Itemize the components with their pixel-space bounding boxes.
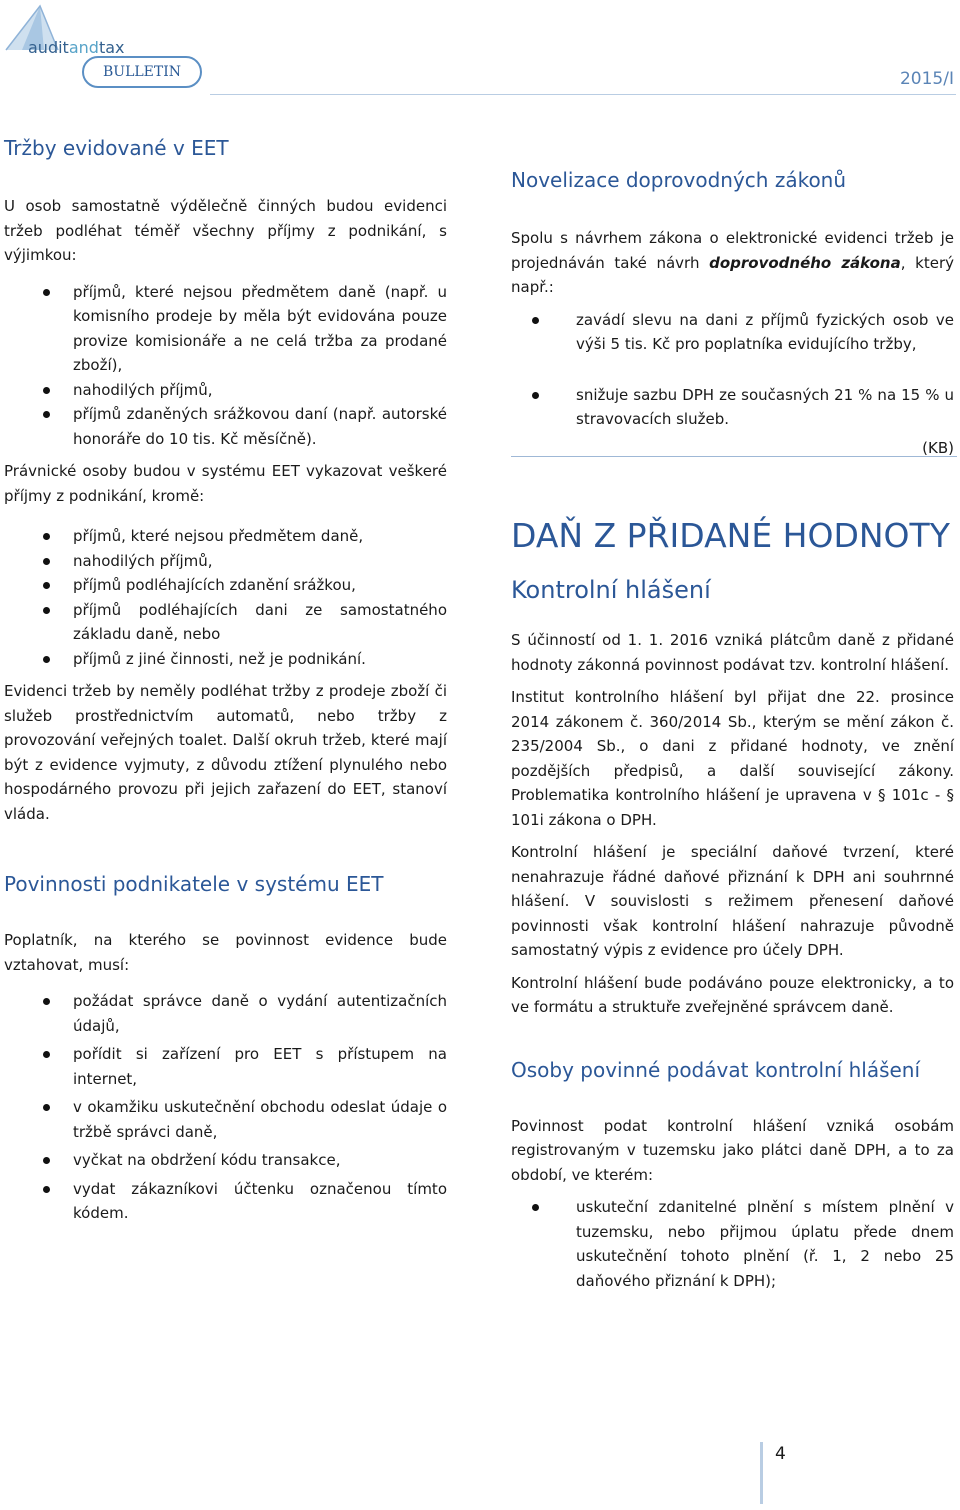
issue-label: 2015/I [899, 69, 954, 89]
right-column [511, 166, 954, 1293]
paragraph: Povinnost podat kontrolní hlášení vzniká osobám registrovaným v tuzemsku jako plátci daně DPH, a to za období, ve kterém: [511, 1116, 954, 1184]
paragraph: Evidenci tržeb by neměly podléhat tržby z prodeje zboží či služeb prostřednictvím automatů, nebo tržby z provozování veřejných toalet. Další okruh tržeb, které mají být z evidence vyjmuty, z důvodu ztížení plynulého nebo hospodárného provozu při jejich zařazení do EET, stanoví vláda. [4, 682, 447, 823]
list-item: pořídit si zařízení pro EET s přístupem na internet, [4, 1042, 447, 1091]
list-item: nahodilých příjmů, [4, 549, 447, 574]
section-divider [511, 456, 957, 457]
bullet-icon [532, 392, 539, 399]
paragraph: Institut kontrolního hlášení byl přijat dne 22. prosince 2014 zákonem č. 360/2014 Sb., kterým se mění zákon č. 235/2004 Sb., o dani z přidané hodnoty, ve znění pozdějších předpisů, a další související zákony. Problematika kontrolního hlášení je upravena v § 101c - § 101i zákona o DPH. [511, 688, 954, 829]
bullet-icon [532, 1204, 539, 1211]
logo-wordmark: auditandtax [28, 38, 125, 57]
bullet-icon [43, 411, 50, 418]
paragraph: Poplatník, na kterého se povinnost evidence bude vztahovat, musí: [4, 931, 447, 974]
section-title-obliged-persons: Osoby povinné podávat kontrolní hlášení [511, 1057, 921, 1082]
bullet-icon [43, 1051, 50, 1058]
paragraph: Spolu s návrhem zákona o elektronické evidenci tržeb je projednáván také návrh doprovodného zákona, který např.: [511, 229, 954, 296]
header-divider [210, 94, 956, 95]
page-number: 4 [775, 1444, 786, 1464]
section-title-eet-revenue: Tržby evidované v EET [4, 136, 229, 160]
emphasis-text: doprovodného zákona [709, 253, 901, 272]
list-item: příjmů, které nejsou předmětem daně (např. u komisního prodeje by měla být evidována pouze provize komisionáře a ne celá tržba za prodané zboží), [4, 280, 447, 378]
bullet-icon [43, 558, 50, 565]
bullet-icon [43, 1186, 50, 1193]
list-item: vyčkat na obdržení kódu transakce, [4, 1148, 447, 1173]
list-item: příjmů z jiné činnosti, než je podnikání. [4, 647, 447, 672]
paragraph: Kontrolní hlášení bude podáváno pouze elektronicky, a to ve formátu a struktuře zveřejněné správcem daně. [511, 973, 954, 1016]
bullet-icon [43, 607, 50, 614]
list-item: požádat správce daně o vydání autentizačních údajů, [4, 989, 447, 1038]
bullet-icon [43, 1157, 50, 1164]
bullet-icon [43, 289, 50, 296]
exclusion-list-legal-entities [4, 524, 447, 671]
list-item: nahodilých příjmů, [4, 378, 447, 403]
bullet-icon [43, 582, 50, 589]
obligations-list [4, 989, 447, 1226]
paragraph: U osob samostatně výdělečně činných budou evidenci tržeb podléhat téměř všechny příjmy z podnikání, s výjimkou: [4, 197, 447, 264]
section-title-obligations: Povinnosti podnikatele v systému EET [4, 872, 384, 896]
page-number-bar [760, 1442, 763, 1504]
list-item: příjmů, které nejsou předmětem daně, [4, 524, 447, 549]
list-item: zavádí slevu na dani z příjmů fyzických osob ve výši 5 tis. Kč pro poplatníka evidujícího tržby, [511, 308, 954, 357]
bullet-icon [43, 998, 50, 1005]
bullet-icon [43, 656, 50, 663]
bullet-icon [532, 317, 539, 324]
list-item: příjmů zdaněných srážkovou daní (např. autorské honoráře do 10 tis. Kč měsíčně). [4, 402, 447, 451]
left-column [4, 134, 447, 1226]
section-title-control-statement: Kontrolní hlášení [511, 576, 711, 604]
obliged-conditions-list [511, 1195, 954, 1293]
list-item: vydat zákazníkovi účtenku označenou tímto kódem. [4, 1177, 447, 1226]
bullet-icon [43, 387, 50, 394]
list-item: uskuteční zdanitelné plnění s místem plnění v tuzemsku, nebo přijmou úplatu přede dnem uskutečnění tohoto plnění (ř. 1, 2 nebo 25 daňového přiznání k DPH); [511, 1195, 954, 1293]
list-item: snižuje sazbu DPH ze současných 21 % na 15 % u stravovacích služeb. [511, 383, 954, 432]
bulletin-badge: BULLETIN [82, 56, 202, 88]
paragraph: Kontrolní hlášení je speciální daňové tvrzení, které nenahrazuje řádné daňové přiznání k DPH ani souhrnné hlášení. V souvislosti s režimem přenesení daňové povinnosti však kontrolní hlášení nahrazuje původně samostatný výpis z evidence pro účely DPH. [511, 843, 954, 959]
paragraph: Právnické osoby budou v systému EET vykazovat veškeré příjmy z podnikání, kromě: [4, 462, 447, 505]
author-initials: (KB) [922, 438, 954, 457]
list-item: příjmů podléhajících dani ze samostatného základu daně, nebo [4, 598, 447, 647]
bullet-icon [43, 533, 50, 540]
list-item: příjmů podléhajících zdanění srážkou, [4, 573, 447, 598]
exclusion-list-osvc [4, 280, 447, 452]
list-item: v okamžiku uskutečnění obchodu odeslat údaje o tržbě správci daně, [4, 1095, 447, 1144]
paragraph: S účinností od 1. 1. 2016 vzniká plátcům daně z přidané hodnoty zákonná povinnost podávat tzv. kontrolní hlášení. [511, 631, 954, 674]
section-title-related-laws: Novelizace doprovodných zákonů [511, 168, 847, 192]
chapter-title-vat: DAŇ Z PŘIDANÉ HODNOTY [511, 516, 950, 555]
amendments-list [511, 308, 954, 432]
bullet-icon [43, 1104, 50, 1111]
